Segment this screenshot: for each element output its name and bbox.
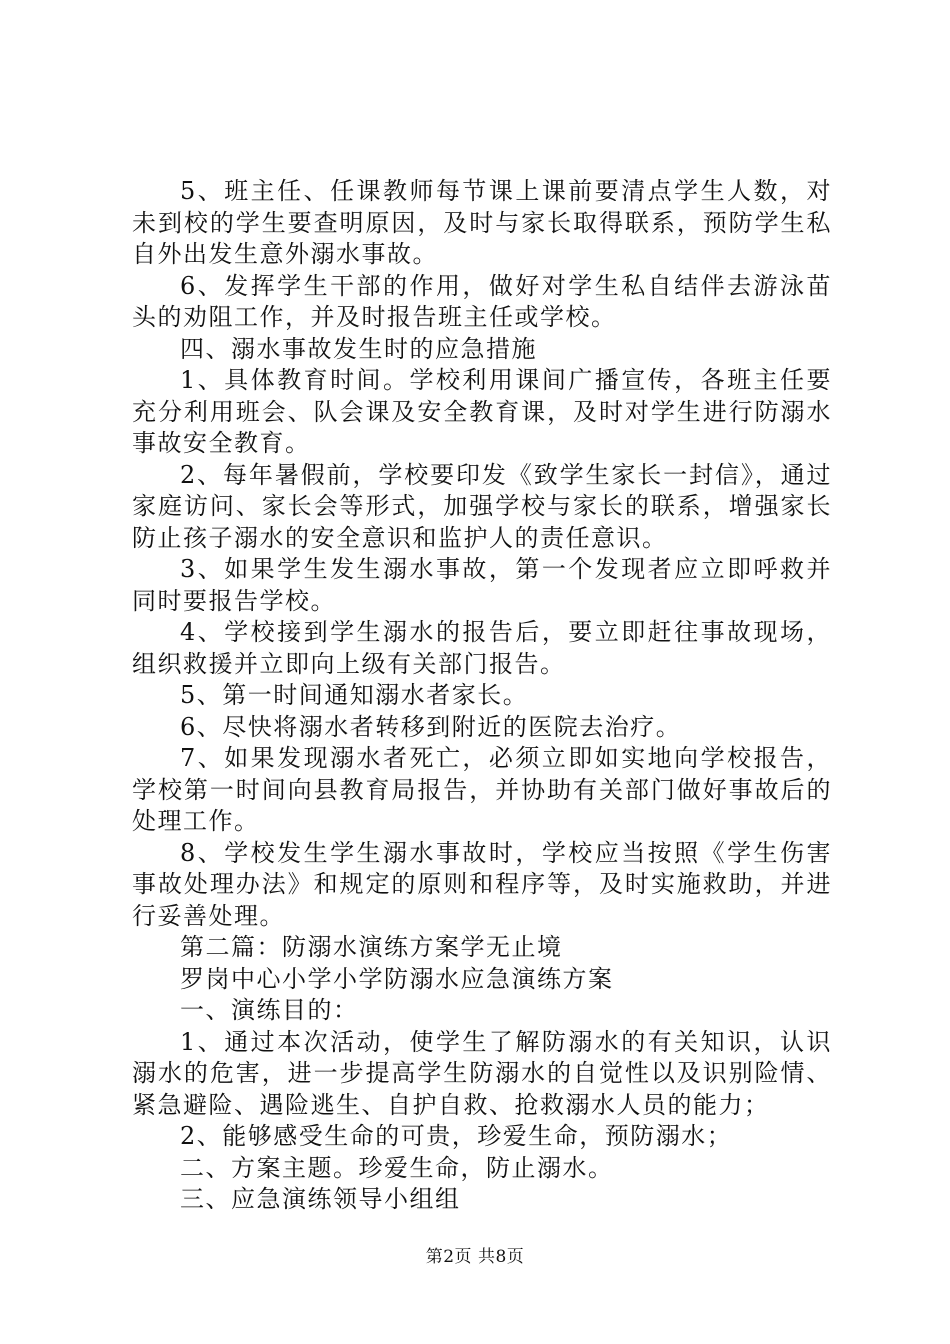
paragraph: 3、如果学生发生溺水事故，第一个发现者应立即呼救并同时要报告学校。 (132, 555, 832, 615)
paragraph: 1、通过本次活动，使学生了解防溺水的有关知识，认识溺水的危害，进一步提高学生防溺水的自觉性以及识别险情、紧急避险、遇险逃生、自护自救、抢救溺水人员的能力； (132, 1027, 832, 1119)
paragraph: 1、具体教育时间。学校利用课间广播宣传，各班主任要充分利用班会、队会课及安全教育课，及时对学生进行防溺水事故安全教育。 (132, 366, 832, 457)
paragraph: 5、第一时间通知溺水者家长。 (180, 681, 529, 709)
paragraph: 6、尽快将溺水者转移到附近的医院去治疗。 (180, 712, 682, 741)
paragraph: 2、能够感受生命的可贵，珍爱生命，预防溺水； (180, 1122, 733, 1150)
chapter-title: 第二篇：防溺水演练方案学无止境 (180, 933, 563, 961)
paragraph: 2、每年暑假前，学校要印发《致学生家长一封信》，通过家庭访问、家长会等形式，加强学校与家长的联系，增强家长防止孩子溺水的安全意识和监护人的责任意识。 (132, 460, 832, 552)
paragraph: 4、学校接到学生溺水的报告后，要立即赶往事故现场，组织救援并立即向上级有关部门报告。 (132, 618, 832, 678)
section-heading: 二、方案主题。珍爱生命，防止溺水。 (180, 1153, 614, 1182)
section-heading: 四、溺水事故发生时的应急措施 (180, 334, 537, 363)
document-title: 罗岗中心小学小学防溺水应急演练方案 (180, 964, 614, 993)
paragraph: 8、学校发生学生溺水事故时，学校应当按照《学生伤害事故处理办法》和规定的原则和程序等，及时实施救助，并进行妥善处理。 (132, 838, 832, 930)
section-heading: 一、演练目的： (180, 996, 359, 1024)
section-heading: 三、应急演练领导小组组 (180, 1185, 461, 1213)
page-number-footer: 第2页 共8页 (425, 1247, 525, 1267)
document-body (132, 176, 832, 1216)
paragraph: 6、发挥学生干部的作用，做好对学生私自结伴去游泳苗头的劝阻工作，并及时报告班主任或学校。 (132, 271, 832, 331)
paragraph: 7、如果发现溺水者死亡，必须立即如实地向学校报告，学校第一时间向县教育局报告，并协助有关部门做好事故后的处理工作。 (132, 744, 832, 835)
paragraph: 5、班主任、任课教师每节课上课前要清点学生人数，对未到校的学生要查明原因，及时与家长取得联系，预防学生私自外出发生意外溺水事故。 (132, 177, 832, 268)
